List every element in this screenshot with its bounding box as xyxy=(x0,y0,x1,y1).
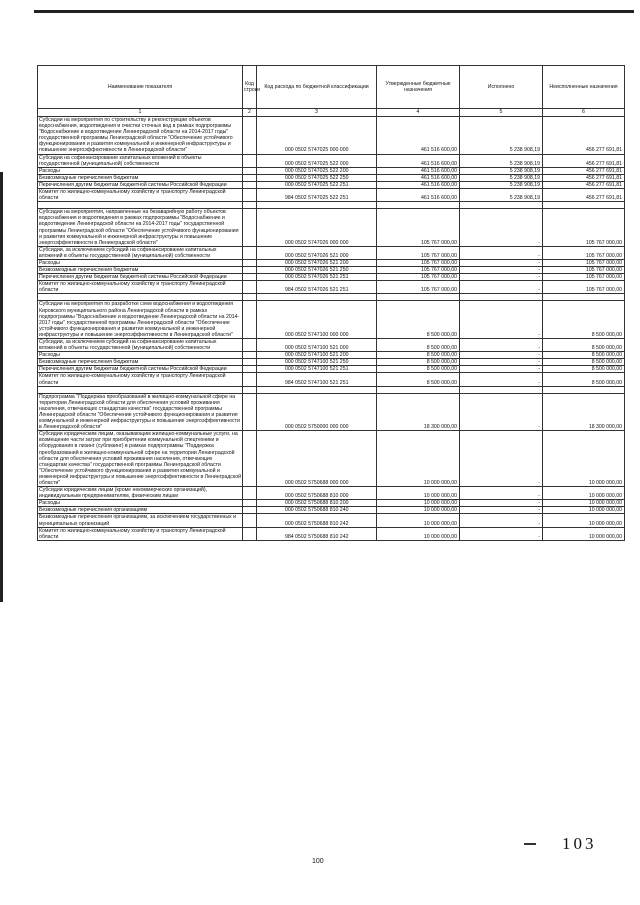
row-line-code xyxy=(243,431,257,487)
row-classification-code: 000 0502 5747026 521 200 xyxy=(257,259,377,266)
table-row xyxy=(38,154,625,167)
row-approved-amount: 10 000 000,00 xyxy=(377,527,460,540)
row-approved-amount: 461 516 600,00 xyxy=(377,167,460,174)
row-approved-amount: 10 000 000,00 xyxy=(377,487,460,500)
row-indicator-name: Безвозмездные перечисления организациям xyxy=(38,507,243,514)
table-row xyxy=(38,431,625,487)
row-line-code xyxy=(243,246,257,259)
row-approved-amount: 105 767 000,00 xyxy=(377,281,460,294)
row-executed-amount: - xyxy=(460,209,543,247)
row-line-code xyxy=(243,167,257,174)
row-line-code xyxy=(243,514,257,527)
row-remaining-amount: 8 500 000,00 xyxy=(543,352,625,359)
table-row xyxy=(38,507,625,514)
spacer-cell xyxy=(377,202,460,209)
row-executed-amount: - xyxy=(460,487,543,500)
row-remaining-amount: 8 500 000,00 xyxy=(543,366,625,373)
row-approved-amount: 105 767 000,00 xyxy=(377,274,460,281)
spacer-cell xyxy=(543,386,625,393)
row-line-code xyxy=(243,267,257,274)
row-executed-amount: 5 238 908,19 xyxy=(460,117,543,155)
row-remaining-amount: 456 277 691,81 xyxy=(543,154,625,167)
row-line-code xyxy=(243,359,257,366)
table-row xyxy=(38,373,625,386)
row-executed-amount: - xyxy=(460,246,543,259)
row-classification-code: 000 0502 5747100 521 000 xyxy=(257,339,377,352)
row-line-code xyxy=(243,259,257,266)
row-classification-code: 000 0502 5747026 521 000 xyxy=(257,246,377,259)
row-indicator-name: Перечисления другим бюджетам бюджетной системы Российской Федерации xyxy=(38,366,243,373)
spacer-cell xyxy=(243,294,257,301)
row-executed-amount: - xyxy=(460,359,543,366)
row-executed-amount: - xyxy=(460,500,543,507)
table-body xyxy=(38,117,625,541)
spacer-cell xyxy=(243,386,257,393)
table-row xyxy=(38,259,625,266)
row-remaining-amount: 456 277 691,81 xyxy=(543,167,625,174)
spacer-cell xyxy=(460,202,543,209)
row-classification-code: 000 0502 5747026 521 251 xyxy=(257,274,377,281)
row-remaining-amount: 456 277 691,81 xyxy=(543,189,625,202)
column-number: 3 xyxy=(257,109,377,117)
top-rule xyxy=(34,10,634,13)
row-line-code xyxy=(243,301,257,339)
column-number: 1 xyxy=(38,109,243,117)
row-indicator-name: Расходы xyxy=(38,352,243,359)
row-remaining-amount: 105 767 000,00 xyxy=(543,281,625,294)
row-remaining-amount: 8 500 000,00 xyxy=(543,359,625,366)
row-classification-code: 000 0502 5750688 810 242 xyxy=(257,514,377,527)
table-row xyxy=(38,117,625,155)
header-remaining: Неисполненные назначения xyxy=(543,66,625,109)
row-executed-amount: - xyxy=(460,393,543,431)
stamp-number: 103 xyxy=(562,834,597,853)
row-executed-amount: - xyxy=(460,339,543,352)
table-row xyxy=(38,366,625,373)
row-classification-code: 000 0502 5747100 521 251 xyxy=(257,366,377,373)
row-approved-amount: 105 767 000,00 xyxy=(377,267,460,274)
row-indicator-name: Расходы xyxy=(38,259,243,266)
header-executed: Исполнено xyxy=(460,66,543,109)
row-line-code xyxy=(243,189,257,202)
row-line-code xyxy=(243,339,257,352)
row-classification-code: 984 0502 5747100 521 251 xyxy=(257,373,377,386)
row-line-code xyxy=(243,487,257,500)
row-executed-amount: 5 238 908,19 xyxy=(460,174,543,181)
row-classification-code: 000 0502 5747025 522 200 xyxy=(257,167,377,174)
row-indicator-name: Субсидии, за исключением субсидий на софинансирование капитальных вложений в объекты государственной (муниципальной) собственности xyxy=(38,339,243,352)
column-number: 4 xyxy=(377,109,460,117)
row-classification-code: 000 0502 5750688 000 000 xyxy=(257,431,377,487)
table-row xyxy=(38,274,625,281)
row-remaining-amount: 18 300 000,00 xyxy=(543,393,625,431)
row-remaining-amount: 10 000 000,00 xyxy=(543,507,625,514)
row-indicator-name: Комитет по жилищно-коммунальному хозяйству и транспорту Ленинградской области xyxy=(38,373,243,386)
row-classification-code: 000 0502 5747025 522 251 xyxy=(257,181,377,188)
row-classification-code: 984 0502 5747025 522 251 xyxy=(257,189,377,202)
row-executed-amount: - xyxy=(460,366,543,373)
row-classification-code: 000 0502 5747026 521 250 xyxy=(257,267,377,274)
row-line-code xyxy=(243,209,257,247)
budget-execution-table xyxy=(37,65,625,541)
table-row xyxy=(38,487,625,500)
row-remaining-amount: 8 500 000,00 xyxy=(543,339,625,352)
row-approved-amount: 461 516 600,00 xyxy=(377,154,460,167)
row-remaining-amount: 8 500 000,00 xyxy=(543,373,625,386)
spacer-cell xyxy=(38,202,243,209)
row-approved-amount: 10 000 000,00 xyxy=(377,431,460,487)
row-approved-amount: 18 300 000,00 xyxy=(377,393,460,431)
row-indicator-name: Субсидии на софинансирование капитальных вложений в объекты государственной (муниципальной) собственности xyxy=(38,154,243,167)
row-line-code xyxy=(243,500,257,507)
row-executed-amount: - xyxy=(460,507,543,514)
row-remaining-amount: 10 000 000,00 xyxy=(543,514,625,527)
row-indicator-name: Расходы xyxy=(38,167,243,174)
table-row xyxy=(38,281,625,294)
row-line-code xyxy=(243,117,257,155)
spacer-cell xyxy=(543,202,625,209)
column-number-row xyxy=(38,109,625,117)
table-row xyxy=(38,514,625,527)
row-indicator-name: Перечисления другим бюджетам бюджетной системы Российской Федерации xyxy=(38,274,243,281)
row-indicator-name: Субсидии юридическим лицам (кроме некоммерческих организаций), индивидуальным предпринимателям, физическим лицам xyxy=(38,487,243,500)
row-classification-code: 000 0502 5747100 521 200 xyxy=(257,352,377,359)
row-line-code xyxy=(243,373,257,386)
row-classification-code: 984 0502 5747026 521 251 xyxy=(257,281,377,294)
column-number: 6 xyxy=(543,109,625,117)
row-remaining-amount: 105 767 000,00 xyxy=(543,274,625,281)
row-classification-code: 000 0502 5747026 000 000 xyxy=(257,209,377,247)
row-remaining-amount: 10 000 000,00 xyxy=(543,431,625,487)
row-executed-amount: - xyxy=(460,514,543,527)
spacer-cell xyxy=(38,294,243,301)
row-line-code xyxy=(243,507,257,514)
row-remaining-amount: 10 000 000,00 xyxy=(543,527,625,540)
row-indicator-name: Комитет по жилищно-коммунальному хозяйству и транспорту Ленинградской области xyxy=(38,189,243,202)
row-indicator-name: Безвозмездные перечисления организациям, за исключением государственных и муниципальных организаций xyxy=(38,514,243,527)
page-number: 100 xyxy=(312,858,324,865)
table-row xyxy=(38,189,625,202)
row-executed-amount: - xyxy=(460,431,543,487)
table-row xyxy=(38,209,625,247)
spacer-row xyxy=(38,386,625,393)
column-number: 5 xyxy=(460,109,543,117)
row-classification-code: 000 0502 5747100 521 250 xyxy=(257,359,377,366)
row-executed-amount: 5 238 908,19 xyxy=(460,181,543,188)
row-classification-code: 000 0502 5750000 000 000 xyxy=(257,393,377,431)
row-remaining-amount: 10 000 000,00 xyxy=(543,500,625,507)
spacer-cell xyxy=(257,202,377,209)
row-executed-amount: - xyxy=(460,259,543,266)
row-executed-amount: - xyxy=(460,281,543,294)
row-executed-amount: 5 238 908,19 xyxy=(460,189,543,202)
spacer-cell xyxy=(257,294,377,301)
spacer-cell xyxy=(243,202,257,209)
row-classification-code: 000 0502 5747025 522 000 xyxy=(257,154,377,167)
row-indicator-name: Расходы xyxy=(38,500,243,507)
row-approved-amount: 461 516 600,00 xyxy=(377,174,460,181)
row-classification-code: 000 0502 5750688 810 240 xyxy=(257,507,377,514)
row-remaining-amount: 8 500 000,00 xyxy=(543,301,625,339)
row-remaining-amount: 456 277 691,81 xyxy=(543,117,625,155)
column-number: 2 xyxy=(243,109,257,117)
table-row xyxy=(38,246,625,259)
row-line-code xyxy=(243,352,257,359)
spacer-cell xyxy=(460,294,543,301)
row-remaining-amount: 105 767 000,00 xyxy=(543,246,625,259)
row-classification-code: 984 0502 5750688 810 242 xyxy=(257,527,377,540)
row-classification-code: 000 0502 5747025 000 000 xyxy=(257,117,377,155)
row-remaining-amount: 456 277 691,81 xyxy=(543,181,625,188)
row-remaining-amount: 105 767 000,00 xyxy=(543,209,625,247)
row-executed-amount: - xyxy=(460,373,543,386)
row-executed-amount: - xyxy=(460,527,543,540)
row-executed-amount: - xyxy=(460,267,543,274)
row-indicator-name: Безвозмездные перечисления бюджетам xyxy=(38,359,243,366)
row-indicator-name: Безвозмездные перечисления бюджетам xyxy=(38,174,243,181)
table-row xyxy=(38,500,625,507)
row-approved-amount: 105 767 000,00 xyxy=(377,259,460,266)
spacer-cell xyxy=(543,294,625,301)
row-executed-amount: 5 238 908,19 xyxy=(460,167,543,174)
row-approved-amount: 461 516 600,00 xyxy=(377,181,460,188)
table-row xyxy=(38,352,625,359)
spacer-cell xyxy=(257,386,377,393)
row-approved-amount: 8 500 000,00 xyxy=(377,352,460,359)
row-classification-code: 000 0502 5750688 810 000 xyxy=(257,487,377,500)
row-executed-amount: - xyxy=(460,274,543,281)
row-indicator-name: Подпрограмма "Поддержка преобразований в жилищно-коммунальной сфере на территории Ленинградской области для обеспечения условий проживания населения, отвечающих стандартам качества" государственной программы Ленинградской области "Обеспечение устойчивого функционирования и развития коммунальной и инженерной инфраструктуры и повышение энергоэффективности в Ленинградской области" xyxy=(38,393,243,431)
stamp-dash xyxy=(524,843,536,845)
spacer-cell xyxy=(377,294,460,301)
row-approved-amount: 8 500 000,00 xyxy=(377,339,460,352)
row-approved-amount: 105 767 000,00 xyxy=(377,246,460,259)
row-executed-amount: 5 238 908,19 xyxy=(460,154,543,167)
row-line-code xyxy=(243,527,257,540)
row-approved-amount: 105 767 000,00 xyxy=(377,209,460,247)
row-approved-amount: 8 500 000,00 xyxy=(377,373,460,386)
row-approved-amount: 461 516 600,00 xyxy=(377,189,460,202)
table-row xyxy=(38,267,625,274)
table-row xyxy=(38,393,625,431)
row-approved-amount: 461 516 600,00 xyxy=(377,117,460,155)
row-remaining-amount: 10 000 000,00 xyxy=(543,487,625,500)
row-indicator-name: Комитет по жилищно-коммунальному хозяйству и транспорту Ленинградской области xyxy=(38,527,243,540)
row-indicator-name: Комитет по жилищно-коммунальному хозяйству и транспорту Ленинградской области xyxy=(38,281,243,294)
row-approved-amount: 8 500 000,00 xyxy=(377,301,460,339)
row-indicator-name: Безвозмездные перечисления бюджетам xyxy=(38,267,243,274)
header-row xyxy=(38,66,625,109)
row-indicator-name: Субсидии на мероприятия по строительству и реконструкции объектов водоснабжения, водоотведения и очистки сточных вод в рамках подпрограммы "Водоснабжение и водоотведение Ленинградской области на 2014-2017 годы" государственной программы Ленинградской области "Обеспечение устойчивого функционирования и развития коммунальной и инженерной инфраструктуры и повышение энергоэффективности в Ленинградской области" xyxy=(38,117,243,155)
row-indicator-name: Субсидии юридическим лицам, оказывающим жилищно-коммунальные услуги, на возмещение части затрат при приобретении коммунальной спецтехники и оборудования в лизинг (сублизинг) в рамках подпрограммы "Поддержка преобразований в жилищно-коммунальной сфере на территории Ленинградской области для обеспечения условий проживания населения, отвечающих стандартам качества" государственной программы Ленинградской области "Обеспечение устойчивого функционирования и развития коммунальной и инженерной инфраструктуры и повышение энергоэффективности в Ленинградской области" xyxy=(39,431,241,486)
table-row xyxy=(38,181,625,188)
row-approved-amount: 8 500 000,00 xyxy=(377,359,460,366)
spacer-row xyxy=(38,294,625,301)
row-remaining-amount: 456 277 691,81 xyxy=(543,174,625,181)
spacer-cell xyxy=(377,386,460,393)
row-remaining-amount: 105 767 000,00 xyxy=(543,259,625,266)
left-margin-bar xyxy=(0,172,3,602)
row-remaining-amount: 105 767 000,00 xyxy=(543,267,625,274)
row-approved-amount: 8 500 000,00 xyxy=(377,366,460,373)
table-row xyxy=(38,527,625,540)
spacer-cell xyxy=(460,386,543,393)
table-row xyxy=(38,339,625,352)
row-indicator-name: Субсидии на мероприятия по разработке схем водоснабжения и водоотведения Кировского муниципального района Ленинградской области в рамках подпрограммы "Водоснабжение и водоотведение Ленинградской области на 2014-2017 годы" государственной программы Ленинградской области "Обеспечение устойчивого функционирования и развития коммунальной и инженерной инфраструктуры и повышение энергоэффективности в Ленинградской области" xyxy=(38,301,243,339)
spacer-row xyxy=(38,202,625,209)
row-classification-code: 000 0502 5750688 810 200 xyxy=(257,500,377,507)
table-row xyxy=(38,174,625,181)
row-line-code xyxy=(243,181,257,188)
header-classification-code: Код расхода по бюджетной классификации xyxy=(257,66,377,109)
table-row xyxy=(38,301,625,339)
spacer-cell xyxy=(38,386,243,393)
table-row xyxy=(38,167,625,174)
row-approved-amount: 10 000 000,00 xyxy=(377,500,460,507)
row-executed-amount: - xyxy=(460,301,543,339)
row-line-code xyxy=(243,154,257,167)
row-line-code xyxy=(243,174,257,181)
row-approved-amount: 10 000 000,00 xyxy=(377,507,460,514)
row-line-code xyxy=(243,393,257,431)
row-line-code xyxy=(243,274,257,281)
row-indicator-name: Субсидии на мероприятия, направленные на безаварийную работу объектов водоснабжения и водоотведения в рамках подпрограммы "Водоснабжение и водоотведение Ленинградской области на 2014-2017 годы" государственной программы Ленинградской области "Обеспечение устойчивого функционирования и развития коммунальной и инженерной инфраструктуры и повышение энергоэффективности в Ленинградской области" xyxy=(38,209,243,247)
row-indicator-name: Субсидии, за исключением субсидий на софинансирование капитальных вложений в объекты государственной (муниципальной) собственности xyxy=(38,246,243,259)
row-classification-code: 000 0502 5747100 000 000 xyxy=(257,301,377,339)
row-approved-amount: 10 000 000,00 xyxy=(377,514,460,527)
header-approved: Утвержденные бюджетные назначения xyxy=(377,66,460,109)
header-line-code: Код строки xyxy=(243,66,257,109)
table-row xyxy=(38,359,625,366)
row-executed-amount: - xyxy=(460,352,543,359)
row-classification-code: 000 0502 5747025 522 250 xyxy=(257,174,377,181)
row-line-code xyxy=(243,281,257,294)
header-indicator-name: Наименование показателя xyxy=(38,66,243,109)
row-line-code xyxy=(243,366,257,373)
row-indicator-name: Перечисления другим бюджетам бюджетной системы Российской Федерации xyxy=(38,181,243,188)
